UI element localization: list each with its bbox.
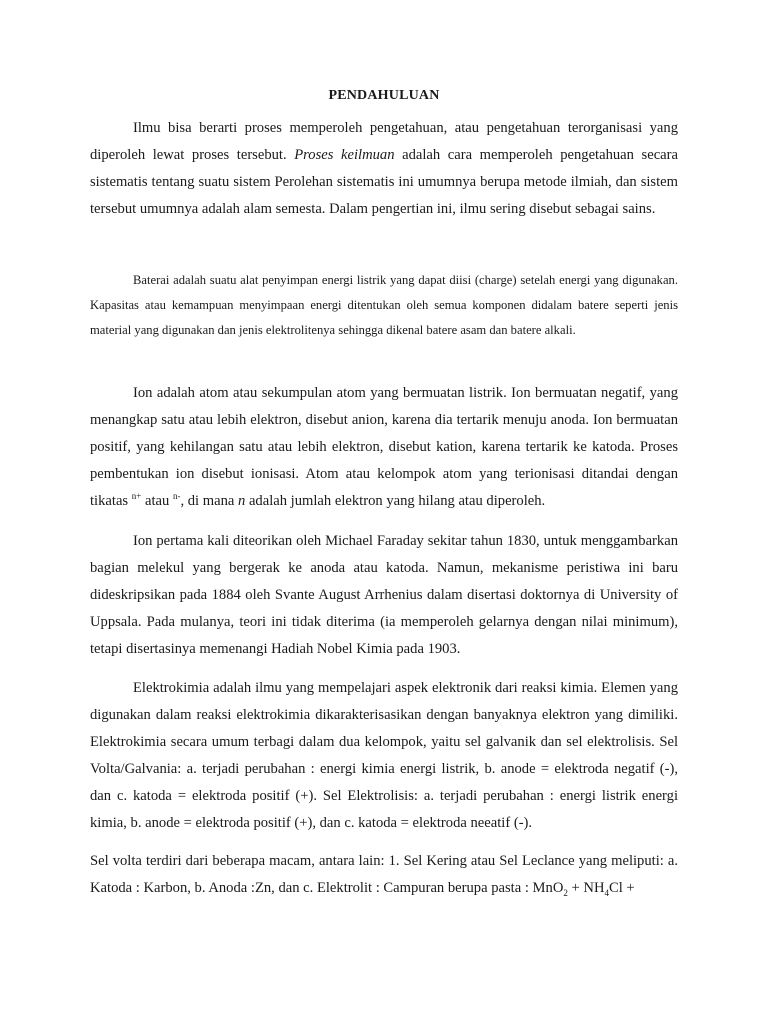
paragraph-baterai: Baterai adalah suatu alat penyimpan energi listrik yang dapat diisi (charge) setelah energi yang digunakan. Kapasitas atau kemampuan menyimpaan energi ditentukan oleh semua komponen didalam batere seperti jenis material yang digunakan dan jenis elektrolitenya sehingga dikenal batere asam dan batere alkali. bbox=[90, 273, 678, 337]
emphasis-text: Proses keilmuan bbox=[294, 147, 395, 163]
paragraph-sel-volta bbox=[90, 848, 678, 902]
superscript: n- bbox=[172, 491, 181, 502]
paragraph-text: Cl + bbox=[608, 880, 635, 896]
paragraph-ilmu bbox=[90, 115, 678, 223]
paragraph-ion bbox=[90, 380, 678, 515]
paragraph-text: adalah jumlah elektron yang hilang atau diperoleh. bbox=[245, 493, 546, 509]
paragraph-text: , di mana bbox=[180, 493, 238, 509]
subscript: 2 bbox=[563, 887, 568, 898]
subscript: 4 bbox=[604, 887, 609, 898]
paragraph-text: Ion adalah atom atau sekumpulan atom yang bermuatan listrik. Ion bermuatan negatif, yang menangkap satu atau lebih elektron, disebut anion, karena dia tertarik menuju anoda. Ion bermuatan positif, yang kehilangan satu atau lebih elektron, disebut kation, karena tertarik ke katoda. Proses pembentukan ion disebut ionisasi. Atom atau kelompok atom yang terionisasi ditandai dengan tikatas bbox=[90, 385, 678, 509]
paragraph-text: atau bbox=[141, 493, 173, 509]
superscript: n+ bbox=[131, 491, 142, 502]
paragraph-text: Ilmu bisa berarti proses memperoleh pengetahuan, atau pengetahuan terorganisasi yang diperoleh lewat proses tersebut. bbox=[90, 120, 678, 163]
paragraph-text: Sel volta terdiri dari beberapa macam, antara lain: 1. Sel Kering atau Sel Leclance yang meliputi: a. Katoda : Karbon, b. Anoda :Zn, dan c. Elektrolit : Campuran berupa pasta : MnO bbox=[90, 853, 678, 896]
paragraph-faraday: Ion pertama kali diteorikan oleh Michael Faraday sekitar tahun 1830, untuk menggambarkan bagian melekul yang bergerak ke anoda atau katoda. Namun, mekanisme peristiwa ini baru dideskripsikan pada 1884 oleh Svante August Arrhenius dalam disertasi doktornya di University of Uppsala. Pada mulanya, teori ini tidak diterima (ia memperoleh gelarnya dengan nilai minimum), tetapi disertasinya memenangi Hadiah Nobel Kimia pada 1903. bbox=[90, 533, 678, 657]
paragraph-text: + NH bbox=[567, 880, 605, 896]
paragraph-text: adalah cara memperoleh pengetahuan secara sistematis tentang suatu sistem Perolehan sistematis ini umumnya berupa metode ilmiah, dan sistem tersebut umumnya adalah alam semesta. Dalam pengertian ini, ilmu sering disebut sebagai sains. bbox=[90, 147, 678, 217]
paragraph-elektrokimia: Elektrokimia adalah ilmu yang mempelajari aspek elektronik dari reaksi kimia. Elemen yang digunakan dalam reaksi elektrokimia dikarakterisasikan dengan banyaknya elektron yang dimiliki. Elektrokimia secara umum terbagi dalam dua kelompok, yaitu sel galvanik dan sel elektrolisis. Sel Volta/Galvania: a. terjadi perubahan : energi kimia energi listrik, b. anode = elektroda negatif (-), dan c. katoda = elektroda positif (+). Sel Elektrolisis: a. terjadi perubahan : energi listrik energi kimia, b. anode = elektroda positif (+), dan c. katoda = elektroda neeatif (-). bbox=[90, 680, 678, 831]
emphasis-text: n bbox=[238, 493, 246, 509]
page-title: PENDAHULUAN bbox=[328, 88, 440, 103]
